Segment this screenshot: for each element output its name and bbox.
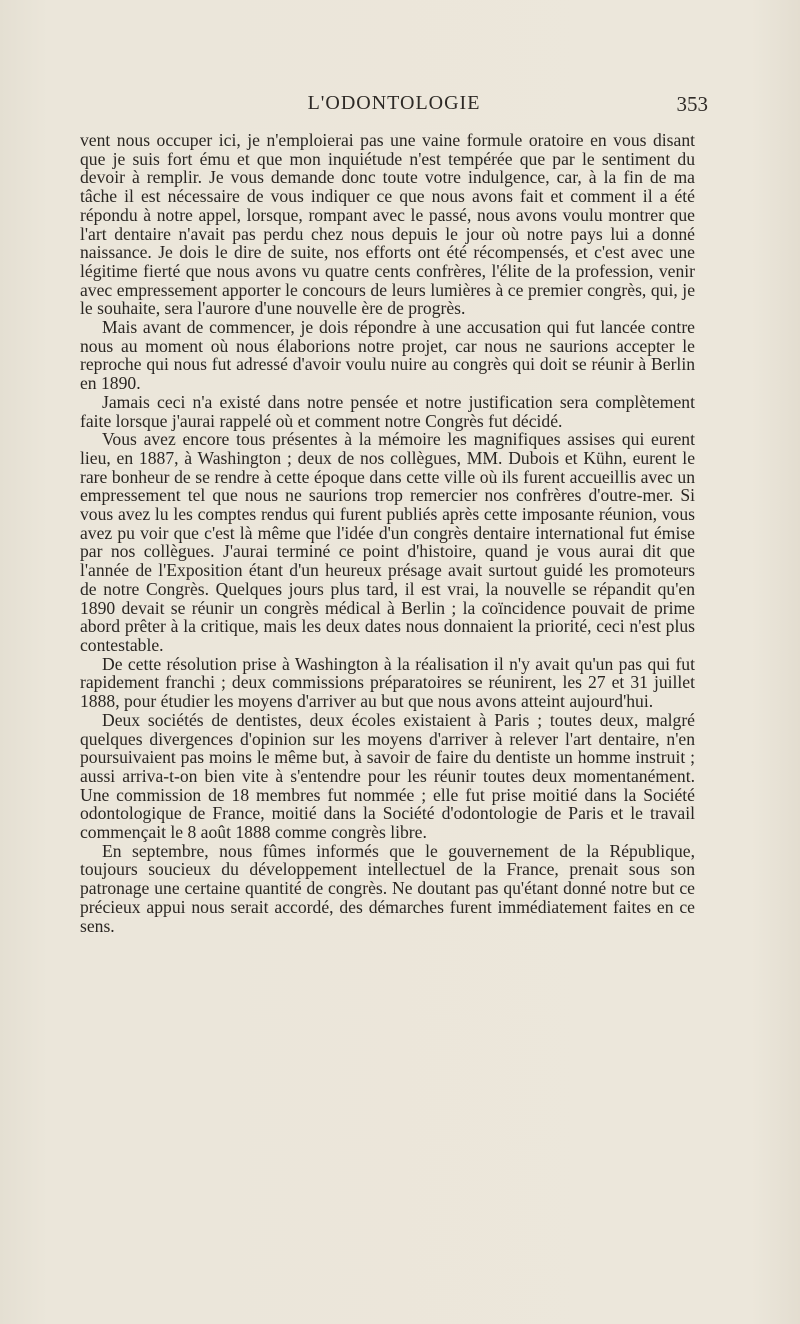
paragraph: Deux sociétés de dentistes, deux écoles existaient à Paris ; toutes deux, malgré quelques divergences d'opinion sur les moyens d'arriver à relever l'art dentaire, n'en poursuivaient pas moins le même but, à savoir de faire du dentiste un homme instruit ; aussi arriva-t-on bien vite à s'entendre pour les réunir toutes deux momentanément. Une commission de 18 membres fut nommée ; elle fut prise moitié dans la Société odontologique de France, moitié dans la Société d'odontologie de Paris et le travail commençait le 8 août 1888 comme congrès libre. bbox=[80, 709, 695, 843]
page-number: 353 bbox=[676, 92, 708, 116]
paragraph: De cette résolution prise à Washington à la réalisation il n'y avait qu'un pas qui fut rapidement franchi ; deux commissions préparatoires se réunirent, les 27 et 31 juillet 1888, pour étudier les moyens d'arriver au but que nous avons atteint aujourd'hui. bbox=[80, 653, 695, 712]
running-header bbox=[80, 92, 708, 118]
paragraph: En septembre, nous fûmes informés que le gouvernement de la République, toujours soucieux du développement intellectuel de la France, prenait sous son patronage une certaine quantité de congrès. Ne doutant pas qu'étant donné notre but ce précieux appui nous serait accordé, des démarches furent immédiatement faites en ce sens. bbox=[80, 840, 695, 936]
paragraph: Mais avant de commencer, je dois répondre à une accusation qui fut lancée contre nous au moment où nous élaborions notre projet, car nous ne saurions accepter le reproche qui nous fut adressé d'avoir voulu nuire au congrès qui doit se réunir à Berlin en 1890. bbox=[80, 317, 695, 394]
paragraph: Jamais ceci n'a existé dans notre pensée et notre justification sera complètement faite lorsque j'aurai rappelé où et comment notre Congrès fut décidé. bbox=[80, 391, 695, 431]
paragraph: vent nous occuper ici, je n'emploierai pas une vaine formule oratoire en vous disant que je suis fort ému et que mon inquiétude n'est tempérée que par le sentiment du devoir à remplir. Je vous demande donc toute votre indulgence, car, à la fin de ma tâche il est nécessaire de vous indiquer ce que nous avons fait et comment il a été répondu à notre appel, lorsque, rompant avec le passé, nous avons voulu montrer que l'art dentaire n'avait pas perdu chez nous depuis le jour où notre pays lui a donné naissance. Je dois le dire de suite, nos efforts ont été récompensés, et c'est avec une légitime fierté que nous avons vu quatre cents confrères, l'élite de la profession, venir avec empressement apporter le concours de leurs lumières à ce premier congrès, qui, je le souhaite, sera l'aurore d'une nouvelle ère de progrès. bbox=[80, 130, 695, 319]
body-text bbox=[80, 131, 695, 935]
paragraph: Vous avez encore tous présentes à la mémoire les magnifiques assises qui eurent lieu, en 1887, à Washington ; deux de nos collègues, MM. Dubois et Kühn, eurent le rare bonheur de se rendre à cette époque dans cette ville où ils furent accueillis avec un empressement tel que nous ne saurions trop remercier nos confrères d'outre-mer. Si vous avez lu les comptes rendus qui furent publiés après cette imposante réunion, vous avez pu voir que c'est là même que l'idée d'un congrès dentaire international fut émise par nos collègues. J'aurai terminé ce point d'histoire, quand je vous aurai dit que l'année de l'Exposition étant d'un heureux présage avait surtout guidé les promoteurs de notre Congrès. Quelques jours plus tard, il est vrai, la nouvelle se répandit qu'en 1890 devait se réunir un congrès médical à Berlin ; la coïncidence pouvait de prime abord prêter à la critique, mais les deux dates nous donnaient la priorité, ceci n'est plus contestable. bbox=[80, 429, 695, 655]
running-title: L'ODONTOLOGIE bbox=[307, 92, 481, 114]
